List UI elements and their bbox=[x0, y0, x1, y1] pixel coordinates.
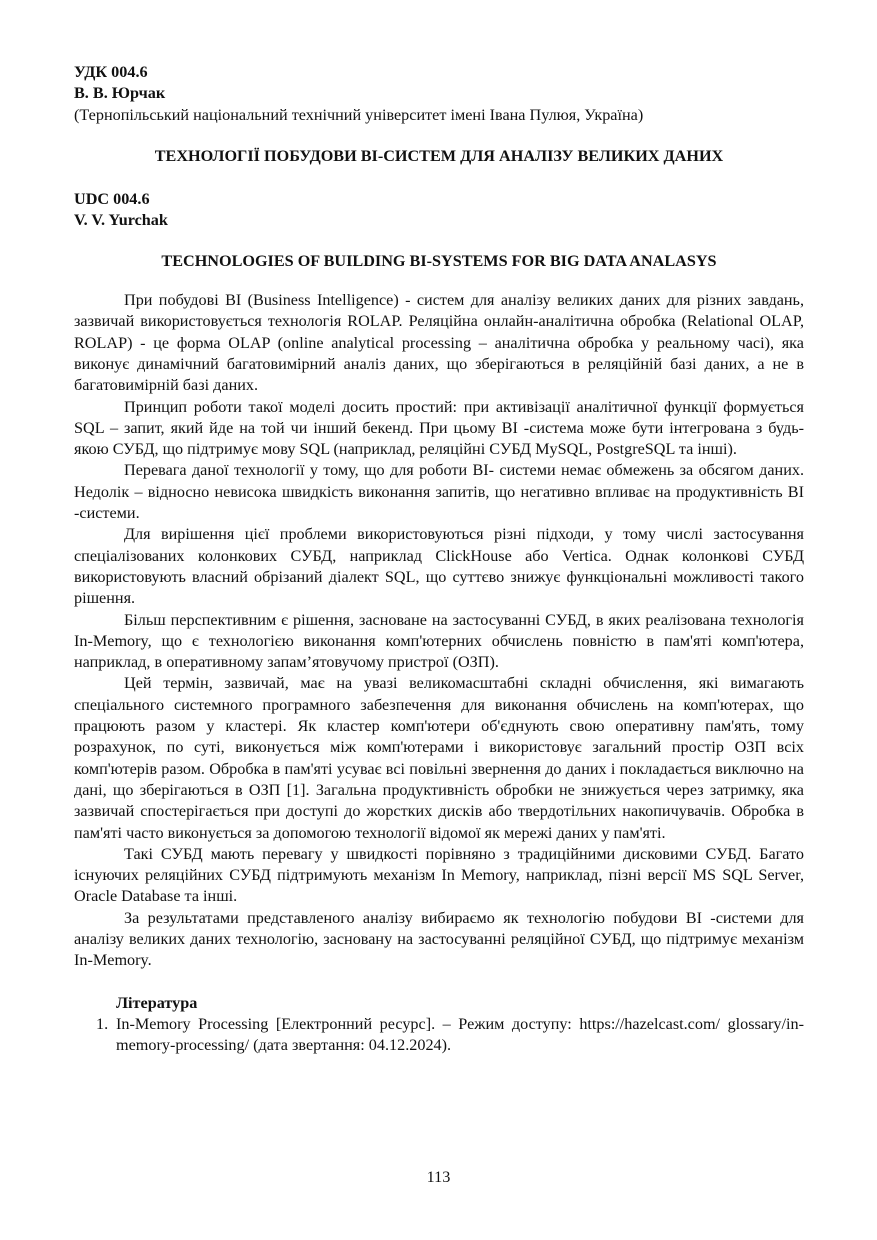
body-paragraph: Цей термін, зазвичай, має на увазі великомасштабні складні обчислення, які вимагають спеціального системного програмного забезпечення для виконання обчислень на комп'ютерах, що працюють разом у кластері. Як кластер комп'ютери об'єднують свою оперативну пам'ять, тому розрахунок, по суті, виконується між комп'ютерами і використовує загальний простір ОЗП всіх комп'ютерів разом. Обробка в пам'яті усуває всі повільні звернення до даних і покладається виключно на дані, що зберігаються в ОЗП [1]. Загальна продуктивність обробки не знижується через затримку, яка зазвичай спостерігається при доступі до жорстких дисків або твердотільних накопичувачів. Обробка в пам'яті часто виконується за допомогою технології відомої як мережі даних у пам'яті. bbox=[74, 674, 804, 842]
reference-item bbox=[74, 1014, 804, 1057]
body-paragraph: Такі СУБД мають перевагу у швидкості порівняно з традиційними дисковими СУБД. Багато існуючих реляційних СУБД підтримують механізм In Memory, наприклад, пізні версії MS SQL Server, Oracle Database та інші. bbox=[74, 844, 804, 906]
reference-number: 1. bbox=[96, 1014, 109, 1033]
body-paragraph: Перевага даної технології у тому, що для роботи BI- системи немає обмежень за обсягом даних. Недолік – відносно невисока швидкість виконання запитів, що негативно впливає на продуктивність BI -системи. bbox=[74, 461, 804, 523]
body-paragraph: Більш перспективним є рішення, засноване на застосуванні СУБД, в яких реалізована технологія In-Memory, що є технологією виконання комп'ютерних обчислень повністю в пам'яті комп'ютера, наприклад, в оперативному запам’ятовучому пристрої (ОЗП). bbox=[74, 610, 804, 672]
udk-code: УДК 004.6 bbox=[74, 63, 148, 81]
page-number: 113 bbox=[426, 1168, 451, 1186]
paper-page bbox=[74, 62, 804, 1056]
author-name-en: V. V. Yurchak bbox=[74, 211, 168, 230]
paper-body bbox=[74, 290, 804, 972]
body-paragraph: За результатами представленого аналізу вибираємо як технологію побудови BI -системи для аналізу великих даних технологію, засновану на застосуванні реляційної СУБД, що підтримує механізм In-Memory. bbox=[74, 908, 804, 970]
author-name-uk: В. В. Юрчак bbox=[74, 84, 166, 103]
body-paragraph: Принцип роботи такої моделі досить простий: при активізації аналітичної функції формується SQL – запит, який йде на той чи інший бекенд. При цьому BI -система може бути інтегрована з будь-якою СУБД, що підтримує мову SQL (наприклад, реляційні СУБД MySQL, PostgreSQL та інші). bbox=[74, 397, 804, 459]
udc-code: UDC 004.6 bbox=[74, 190, 150, 209]
reference-text: In-Memory Processing [Електронний ресурс]. – Режим доступу: https://hazelcast.com/ glossary/in-memory-processing/ (дата звертання: 04.12.2024). bbox=[116, 1014, 804, 1055]
paper-title-uk: ТЕХНОЛОГІЇ ПОБУДОВИ ВІ-СИСТЕМ ДЛЯ АНАЛІЗУ ВЕЛИКИХ ДАНИХ bbox=[154, 146, 724, 165]
body-paragraph: При побудові BI (Business Intelligence) - систем для аналізу великих даних для різних завдань, зазвичай використовується технологія ROLAP. Реляційна онлайн-аналітична обробка (Relational OLAP, ROLAP) - це форма OLAP (online analytical processing – аналітична обробка у реальному часі), яка виконує динамічний багатовимірний аналіз даних, що зберігаються в реляційній базі даних, а не в багатовимірній базі даних. bbox=[74, 291, 804, 395]
reference-list bbox=[74, 1014, 804, 1057]
references-heading: Література bbox=[116, 993, 198, 1012]
body-paragraph: Для вирішення цієї проблеми використовуються різні підходи, у тому числі застосування спеціалізованих колонкових СУБД, наприклад ClickHouse або Vertica. Однак колонкові СУБД використовують власний обрізаний діалект SQL, що суттєво знижує функціональні можливості такого рішення. bbox=[74, 525, 804, 608]
author-affiliation: (Тернопільський національний технічний університет імені Івана Пулюя, Україна) bbox=[74, 105, 644, 124]
paper-title-en: TECHNOLOGIES OF BUILDING BI-SYSTEMS FOR BIG DATA ANALASYS bbox=[161, 251, 717, 270]
